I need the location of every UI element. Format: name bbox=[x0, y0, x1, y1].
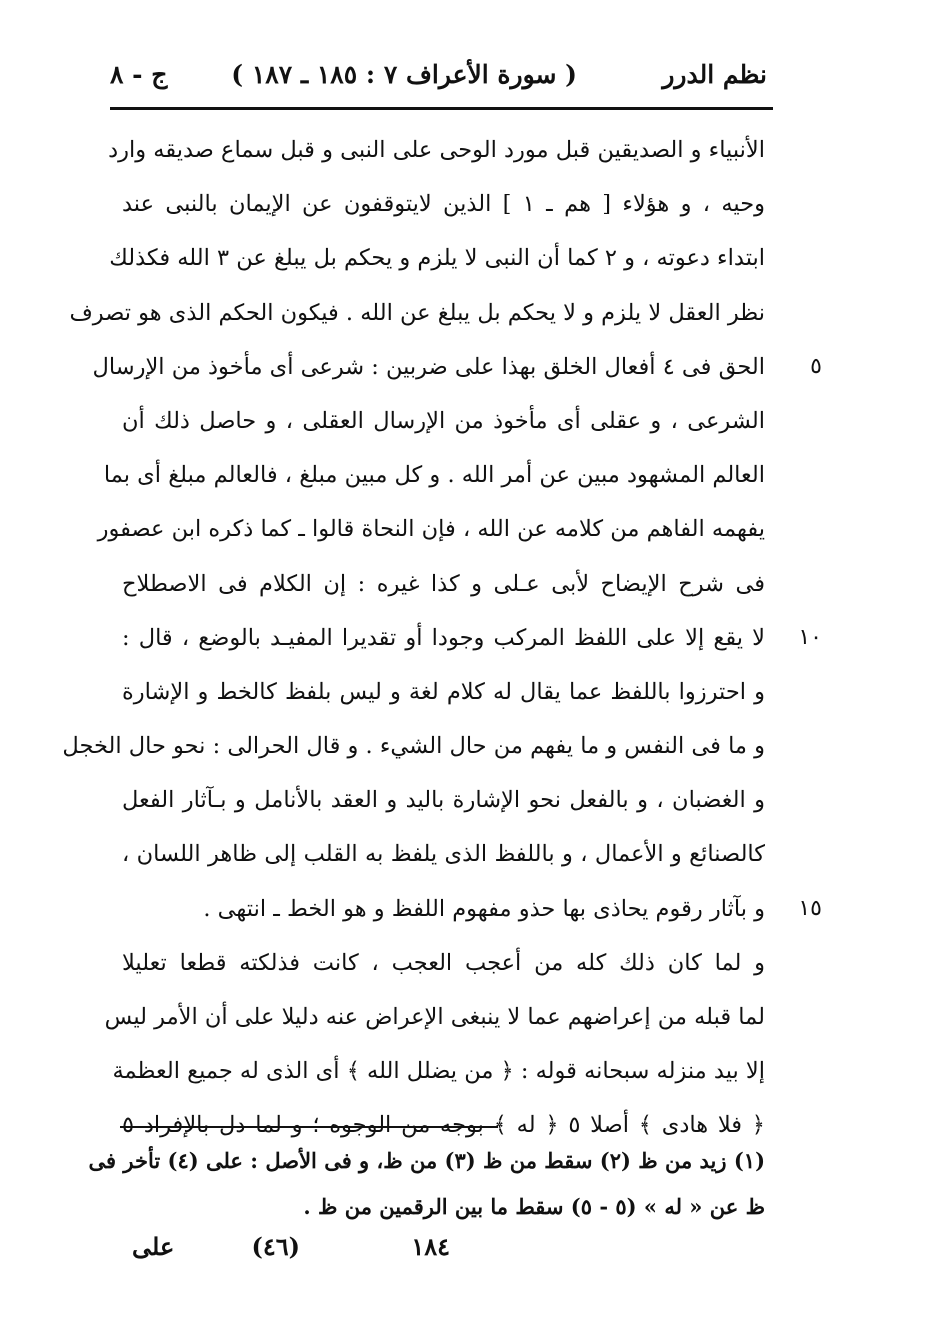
page-footer bbox=[118, 1232, 765, 1272]
running-header bbox=[110, 60, 767, 102]
text-line-numbered bbox=[92, 340, 822, 394]
text-line: و بآثار رقوم يحاذى بها حذو مفهوم اللفظ و هو الخط ـ انتهى . bbox=[203, 895, 765, 922]
page-number: ١٨٤ bbox=[411, 1232, 450, 1261]
footnote-line: ظ عن « له » (٥ - ٥) سقط ما بين الرقمين من ظ . bbox=[303, 1194, 765, 1219]
footnote-rule bbox=[120, 1126, 498, 1128]
text-line: نظر العقل لا يلزم و لا يحكم بل يبلغ عن الله . فيكون الحكم الذى هو تصرف bbox=[69, 299, 765, 326]
main-text bbox=[62, 123, 822, 1153]
text-line: إلا بيد منزله سبحانه قوله : ﴿ من يضلل الله ﴾ أى الذى له جميع العظمة bbox=[112, 1058, 765, 1085]
text-line: و الغضبان ، و بالفعل نحو الإشارة باليد و العقد بالأنامل و بـآثار الفعل bbox=[122, 787, 765, 814]
text-line: لا يقع إلا على اللفظ المركب وجودا أو تقديرا المفيـد بالوضع ، قال : bbox=[122, 624, 765, 651]
header-rule bbox=[110, 107, 773, 110]
sura-reference: ( سورة الأعراف ٧ : ١٨٥ ـ ١٨٧ ) bbox=[231, 60, 577, 89]
text-line: و لما كان ذلك كله من أعجب العجب ، كانت فذلكته قطعا تعليلا bbox=[122, 949, 765, 976]
text-line: و ما فى النفس و ما يفهم من حال الشيء . و قال الحرالى : نحو حال الخجل bbox=[62, 733, 765, 760]
text-line: و احترزوا باللفظ عما يقال له كلام لغة و ليس بلفظ كالخط و الإشارة bbox=[122, 678, 765, 705]
text-line: الأنبياء و الصديقين قبل مورد الوحى على النبى و قبل سماع صديقه وارد bbox=[108, 137, 765, 163]
text-line: فى شرح الإيضاح لأبى عـلى و كذا غيره : إن الكلام فى الاصطلاح bbox=[122, 570, 765, 597]
volume-number: ج - ٨ bbox=[110, 60, 168, 89]
text-line: الشرعى ، و عقلى أى مأخوذ من الإرسال العقلى ، و حاصل ذلك أن bbox=[122, 407, 765, 434]
text-line: ﴿ فلا هادى ﴾ أصلا ٥ ﴿ له ﴾ بوجه من الوجوه ؛ و لما دل بالإفراد ٥ bbox=[122, 1112, 765, 1139]
text-line: يفهمه الفاهم من كلامه عن الله ، فإن النحاة قالوا ـ كما ذكره ابن عصفور bbox=[97, 516, 765, 543]
text-line-numbered bbox=[122, 611, 822, 665]
text-line: وحيه ، و هؤلاء [ هم ـ ١ ] الذين لايتوقفون عن الإيمان بالنبى عند bbox=[122, 191, 765, 218]
line-number: ٥ bbox=[810, 353, 822, 379]
text-line: العالم المشهود مبين عن أمر الله . و كل مبين مبلغ ، فالعالم مبلغ أى بما bbox=[103, 462, 765, 489]
text-line: ابتداء دعوته ، و ٢ كما أن النبى لا يلزم و يحكم بل يبلغ عن ٣ الله فكذلك bbox=[109, 245, 765, 272]
footnote-line: (١) زيد من ظ (٢) سقط من ظ (٣) من ظ، و فى الأصل : على (٤) تأخر فى bbox=[88, 1148, 765, 1173]
line-number: ١٠ bbox=[798, 624, 822, 650]
text-line: لما قبله من إعراضهم عما لا ينبغى الإعراض عنه دليلا على أن الأمر ليس bbox=[104, 1004, 765, 1030]
footnotes bbox=[88, 1138, 765, 1230]
line-number: ١٥ bbox=[798, 895, 822, 921]
sheet-number: (٤٦) bbox=[251, 1232, 300, 1261]
catchword: على bbox=[132, 1232, 175, 1261]
text-line: كالصنائع و الأعمال ، و باللفظ الذى يلفظ به القلب إلى ظاهر اللسان ، bbox=[122, 841, 765, 868]
text-line-numbered bbox=[122, 882, 822, 936]
text-line: الحق فى ٤ أفعال الخلق بهذا على ضربين : شرعى أى مأخوذ من الإرسال bbox=[92, 353, 765, 380]
book-title: نظم الدرر bbox=[662, 60, 767, 89]
